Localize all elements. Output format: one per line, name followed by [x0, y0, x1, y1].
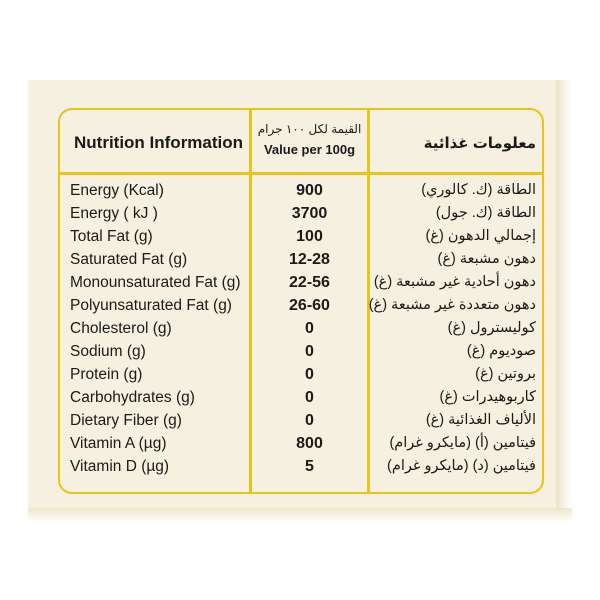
nutrition-table: [58, 108, 544, 494]
nutrient-value: 0: [305, 343, 314, 360]
table-row: [60, 295, 542, 318]
card-edge-bottom: [28, 508, 572, 522]
table-row: [60, 456, 542, 479]
nutrient-name-ar: فيتامين (د) (مايكرو غرام): [387, 458, 536, 474]
nutrient-name-ar: فيتامين (أ) (مايكرو غرام): [389, 435, 536, 451]
nutrient-name-ar: الطاقة (ك. كالوري): [421, 182, 536, 198]
header-nutrient-en: Nutrition Information: [74, 133, 244, 152]
nutrient-value: 3700: [291, 205, 328, 222]
table-row: [60, 410, 542, 433]
table-row: [60, 249, 542, 272]
nutrient-name-en: Vitamin A (µg): [70, 435, 167, 452]
nutrient-name-en: Vitamin D (µg): [70, 458, 170, 475]
nutrient-name-en: Monounsaturated Fat (g): [70, 274, 241, 291]
table-row: [60, 203, 542, 226]
nutrient-name-ar: الطاقة (ك. جول): [435, 205, 536, 221]
nutrient-name-en: Protein (g): [70, 366, 143, 383]
nutrient-name-ar: دهون مشبعة (غ): [437, 251, 536, 267]
table-row: [60, 341, 542, 364]
table-row: [60, 226, 542, 249]
table-row: [60, 364, 542, 387]
nutrient-name-en: Cholesterol (g): [70, 320, 172, 337]
header-value-en: Value per 100g: [263, 142, 356, 157]
nutrient-value: 800: [296, 435, 323, 452]
nutrient-value: 0: [305, 389, 314, 406]
nutrient-value: 5: [305, 458, 314, 475]
nutrient-name-ar: بروتين (غ): [475, 366, 536, 382]
nutrient-value: 0: [305, 366, 314, 383]
table-row: [60, 272, 542, 295]
nutrient-value: 12-28: [289, 251, 330, 268]
nutrient-name-en: Total Fat (g): [70, 228, 153, 245]
table-row: [60, 318, 542, 341]
table-header: [60, 110, 542, 175]
nutrient-name-en: Energy ( kJ ): [70, 205, 158, 222]
header-nutrient-ar: معلومات غذائية: [423, 135, 536, 152]
nutrient-value: 900: [296, 182, 323, 199]
nutrient-name-en: Dietary Fiber (g): [70, 412, 182, 429]
nutrient-name-en: Carbohydrates (g): [70, 389, 195, 406]
nutrient-name-en: Saturated Fat (g): [70, 251, 188, 268]
nutrient-value: 100: [296, 228, 323, 245]
table-row: [60, 433, 542, 456]
nutrient-name-ar: صوديوم (غ): [466, 343, 536, 359]
nutrient-name-en: Polyunsaturated Fat (g): [70, 297, 232, 314]
nutrient-name-ar: كاربوهيدرات (غ): [439, 389, 536, 405]
nutrient-value: 0: [305, 320, 314, 337]
card-edge-right: [556, 80, 572, 508]
nutrient-name-ar: إجمالي الدهون (غ): [425, 228, 536, 244]
nutrient-value: 26-60: [289, 297, 330, 314]
nutrient-name-ar: الألياف الغذائية (غ): [425, 412, 536, 428]
nutrient-name-ar: دهون متعددة غير مشبعة (غ): [368, 297, 536, 313]
nutrient-name-ar: كوليسترول (غ): [447, 320, 536, 336]
table-row: [60, 180, 542, 203]
nutrient-name-en: Energy (Kcal): [70, 182, 164, 199]
table-row: [60, 387, 542, 410]
nutrient-value: 0: [305, 412, 314, 429]
nutrient-value: 22-56: [289, 274, 330, 291]
nutrient-name-en: Sodium (g): [70, 343, 146, 360]
header-value-ar: القيمة لكل ١٠٠ جرام: [257, 122, 362, 136]
nutrient-name-ar: دهون أحادية غير مشبعة (غ): [373, 274, 536, 290]
